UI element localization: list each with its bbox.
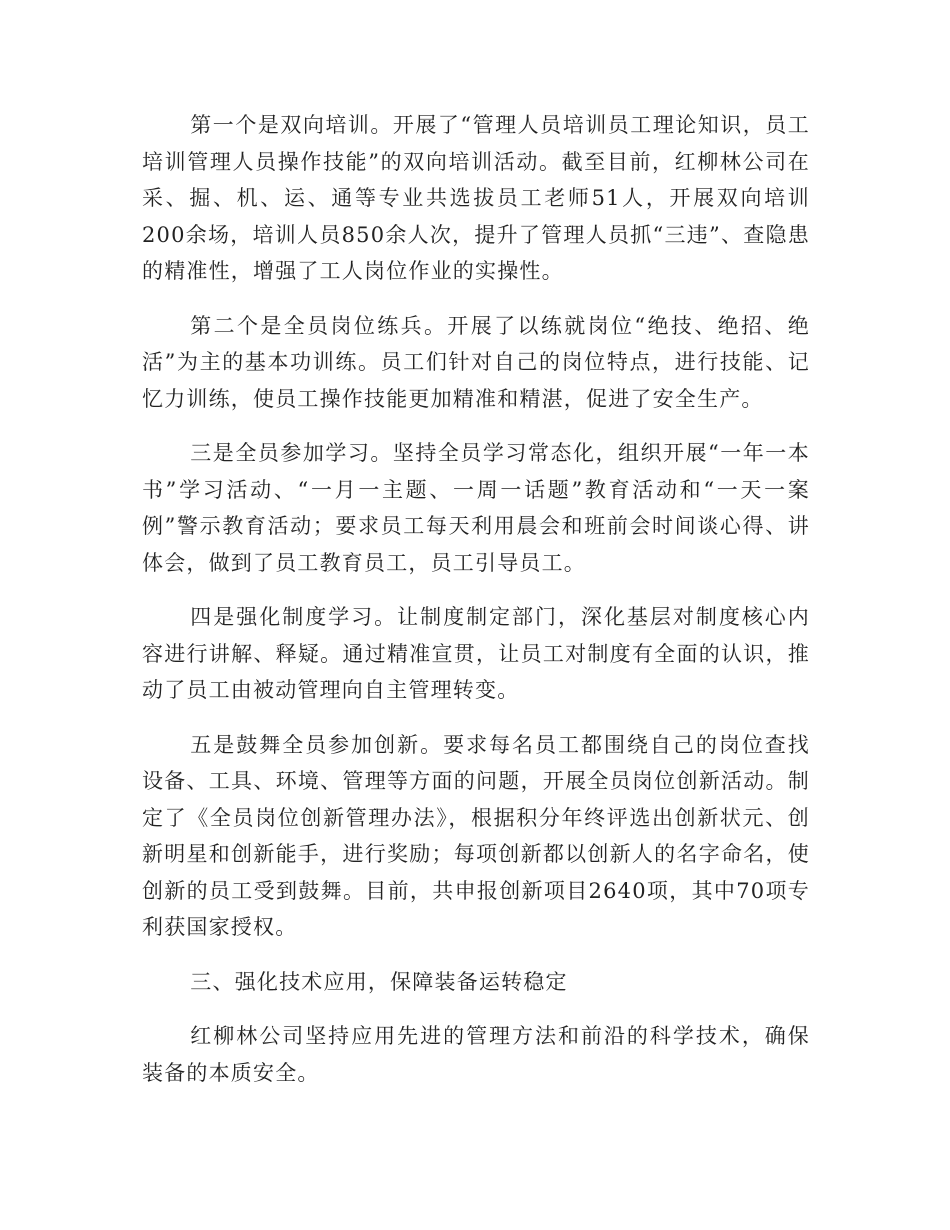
paragraph-job-drills: 第二个是全员岗位练兵。开展了以练就岗位“绝技、绝招、绝活”为主的基本功训练。员工们针对自己的岗位特点，进行技能、记忆力训练，使员工操作技能更加精准和精湛，促进了安全生产。 [142,313,810,411]
paragraph-full-staff-learning: 三是全员参加学习。坚持全员学习常态化，组织开展“一年一本书”学习活动、“一月一主题、一周一话题”教育活动和“一天一案例”警示教育活动；要求员工每天利用晨会和班前会时间谈心得、讲体会，做到了员工教育员工，员工引导员工。 [142,441,810,575]
paragraph-closing: 红柳林公司坚持应用先进的管理方法和前沿的科学技术，确保装备的本质安全。 [142,1024,810,1085]
document-body [142,107,810,1109]
paragraph-system-learning: 四是强化制度学习。让制度制定部门，深化基层对制度核心内容进行讲解、释疑。通过精准宣贯，让员工对制度有全面的认识，推动了员工由被动管理向自主管理转变。 [142,605,810,702]
section-heading: 三、强化技术应用，保障装备运转稳定 [190,969,568,994]
paragraph-two-way-training: 第一个是双向培训。开展了“管理人员培训员工理论知识，员工培训管理人员操作技能”的双向培训活动。截至目前，红柳林公司在采、掘、机、运、通等专业共选拔员工老师51人，开展双向培训200余场，培训人员850余人次，提升了管理人员抓“三违”、查隐患的精准性，增强了工人岗位作业的实操性。 [142,113,810,283]
paragraph-innovation: 五是鼓舞全员参加创新。要求每名员工都围绕自己的岗位查找设备、工具、环境、管理等方面的问题，开展全员岗位创新活动。制定了《全员岗位创新管理办法》，根据积分年终评选出创新状元、创新明星和创新能手，进行奖励；每项创新都以创新人的名字命名，使创新的员工受到鼓舞。目前，共申报创新项目2640项，其中70项专利获国家授权。 [142,732,811,939]
